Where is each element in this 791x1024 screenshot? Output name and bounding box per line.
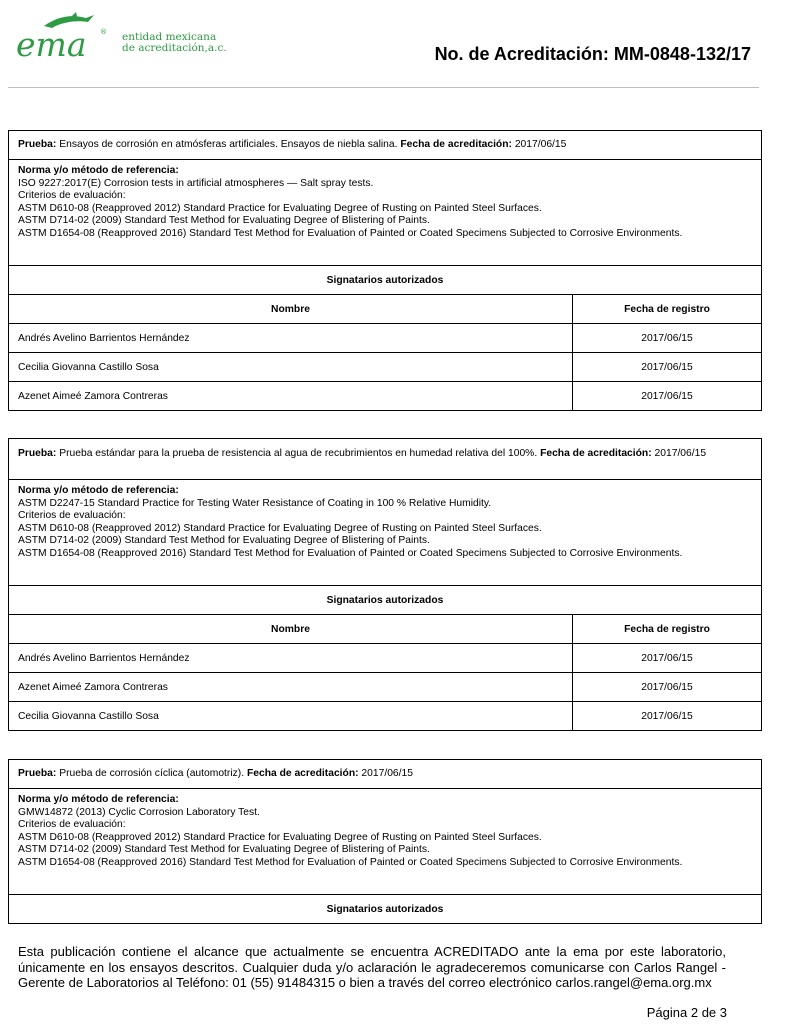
criterio-item: ASTM D1654-08 (Reapproved 2016) Standard Test Method for Evaluation of Painted or Coated Specimens Subjected to Corrosive Environments. [18,227,683,239]
fecha-acreditacion-value: 2017/06/15 [654,448,707,459]
fecha-acreditacion-value: 2017/06/15 [361,768,413,779]
table-row [9,381,761,410]
criterios-label: Criterios de evaluación: [18,819,126,831]
criterio-item: ASTM D610-08 (Reapproved 2012) Standard Practice for Evaluating Degree of Rusting on Painted Steel Surfaces. [18,202,542,214]
table-row [9,643,761,672]
fecha-acreditacion-label: Fecha de acreditación: [246,768,359,779]
table-row [9,323,761,352]
svg-text:®: ® [100,28,107,36]
fecha-acreditacion-label: Fecha de acreditación: [400,139,512,150]
logo-subtitle [122,32,227,54]
svg-text:ema: ema [16,25,87,62]
criterio-item: ASTM D610-08 (Reapproved 2012) Standard Practice for Evaluating Degree of Rusting on Painted Steel Surfaces. [18,831,542,843]
signatarios-header: Signatarios autorizados [9,265,761,294]
norma-label: Norma y/o método de referencia: [18,794,179,805]
prueba-text: Prueba estándar para la prueba de resistencia al agua de recubrimientos en humedad relativa del 100%. [59,448,538,459]
test-title-row [9,439,761,479]
accreditation-number: No. de Acreditación: MM-0848-132/17 [434,44,751,64]
norma-text: GMW14872 (2013) Cyclic Corrosion Laboratory Test. [18,806,260,818]
test-block-3 [8,759,762,924]
prueba-label: Prueba: [18,448,57,459]
criterio-item: ASTM D714-02 (2009) Standard Test Method for Evaluating Degree of Blistering of Paints. [18,844,430,856]
table-row [9,352,761,381]
fecha-acreditacion-value: 2017/06/15 [514,139,567,150]
signatario-nombre: Azenet Aimeé Zamora Contreras [9,382,573,410]
fecha-registro-header: Fecha de registro [624,303,710,315]
signatario-fecha: 2017/06/15 [641,681,693,693]
prueba-label: Prueba: [18,139,57,150]
signatario-nombre: Azenet Aimeé Zamora Contreras [9,673,573,701]
criterio-item: ASTM D714-02 (2009) Standard Test Method for Evaluating Degree of Blistering of Paints. [18,535,430,547]
signatario-nombre: Andrés Avelino Barrientos Hernández [9,644,573,672]
prueba-text: Prueba de corrosión cíclica (automotriz). [59,768,245,779]
test-block-1 [8,130,762,411]
header-divider [8,87,759,88]
fecha-acreditacion-label: Fecha de acreditación: [540,448,652,459]
signatario-fecha: 2017/06/15 [641,332,693,344]
fecha-registro-header: Fecha de registro [624,623,710,635]
signatario-fecha: 2017/06/15 [641,390,693,402]
nombre-header: Nombre [9,615,573,643]
nombre-header: Nombre [9,295,573,323]
criterio-item: ASTM D1654-08 (Reapproved 2016) Standard Test Method for Evaluation of Painted or Coated Specimens Subjected to Corrosive Environments. [18,856,683,868]
signatario-fecha: 2017/06/15 [641,361,693,373]
criterio-item: ASTM D1654-08 (Reapproved 2016) Standard Test Method for Evaluation of Painted or Coated Specimens Subjected to Corrosive Environments. [18,547,683,559]
signatarios-column-headers [9,614,761,643]
signatarios-header: Signatarios autorizados [9,585,761,614]
test-title-row [9,760,761,788]
criterios-label: Criterios de evaluación: [18,190,126,202]
page-number: Página 2 de 3 [646,1005,727,1020]
norma-row [9,479,761,585]
criterio-item: ASTM D610-08 (Reapproved 2012) Standard Practice for Evaluating Degree of Rusting on Painted Steel Surfaces. [18,522,542,534]
norma-label: Norma y/o método de referencia: [18,165,179,176]
signatarios-column-headers [9,294,761,323]
table-row [9,701,761,730]
test-block-2 [8,438,762,731]
logo-subtitle-line2: de acreditación,a.c. [122,42,227,54]
footer-notice: Esta publicación contiene el alcance que actualmente se encuentra ACREDITADO ante la ema por este laboratorio, únicamente en los ensayos descritos. Cualquier duda y/o aclaración le agradeceremos comunicarse con Carlos Rangel - Gerente de Laboratorios al Teléfono: 01 (55) 91484315 o bien a través del correo electrónico carlos.rangel@ema.org.mx [18,944,726,990]
criterio-item: ASTM D714-02 (2009) Standard Test Method for Evaluating Degree of Blistering of Paints. [18,215,430,227]
prueba-label: Prueba: [18,768,57,779]
signatario-nombre: Andrés Avelino Barrientos Hernández [9,324,573,352]
signatario-nombre: Cecilia Giovanna Castillo Sosa [9,353,573,381]
norma-label: Norma y/o método de referencia: [18,485,179,496]
signatario-nombre: Cecilia Giovanna Castillo Sosa [9,702,573,730]
norma-row [9,788,761,894]
signatarios-header: Signatarios autorizados [9,894,761,923]
norma-text: ASTM D2247-15 Standard Practice for Testing Water Resistance of Coating in 100 % Relative Humidity. [18,497,492,509]
criterios-label: Criterios de evaluación: [18,510,126,522]
page-header [0,0,791,90]
norma-text: ISO 9227:2017(E) Corrosion tests in artificial atmospheres — Salt spray tests. [18,177,374,189]
table-row [9,672,761,701]
signatario-fecha: 2017/06/15 [641,710,693,722]
norma-row [9,159,761,265]
logo-subtitle-line1: entidad mexicana [122,31,217,43]
signatario-fecha: 2017/06/15 [641,652,693,664]
prueba-text: Ensayos de corrosión en atmósferas artificiales. Ensayos de niebla salina. [59,139,398,150]
test-title-row [9,131,761,159]
